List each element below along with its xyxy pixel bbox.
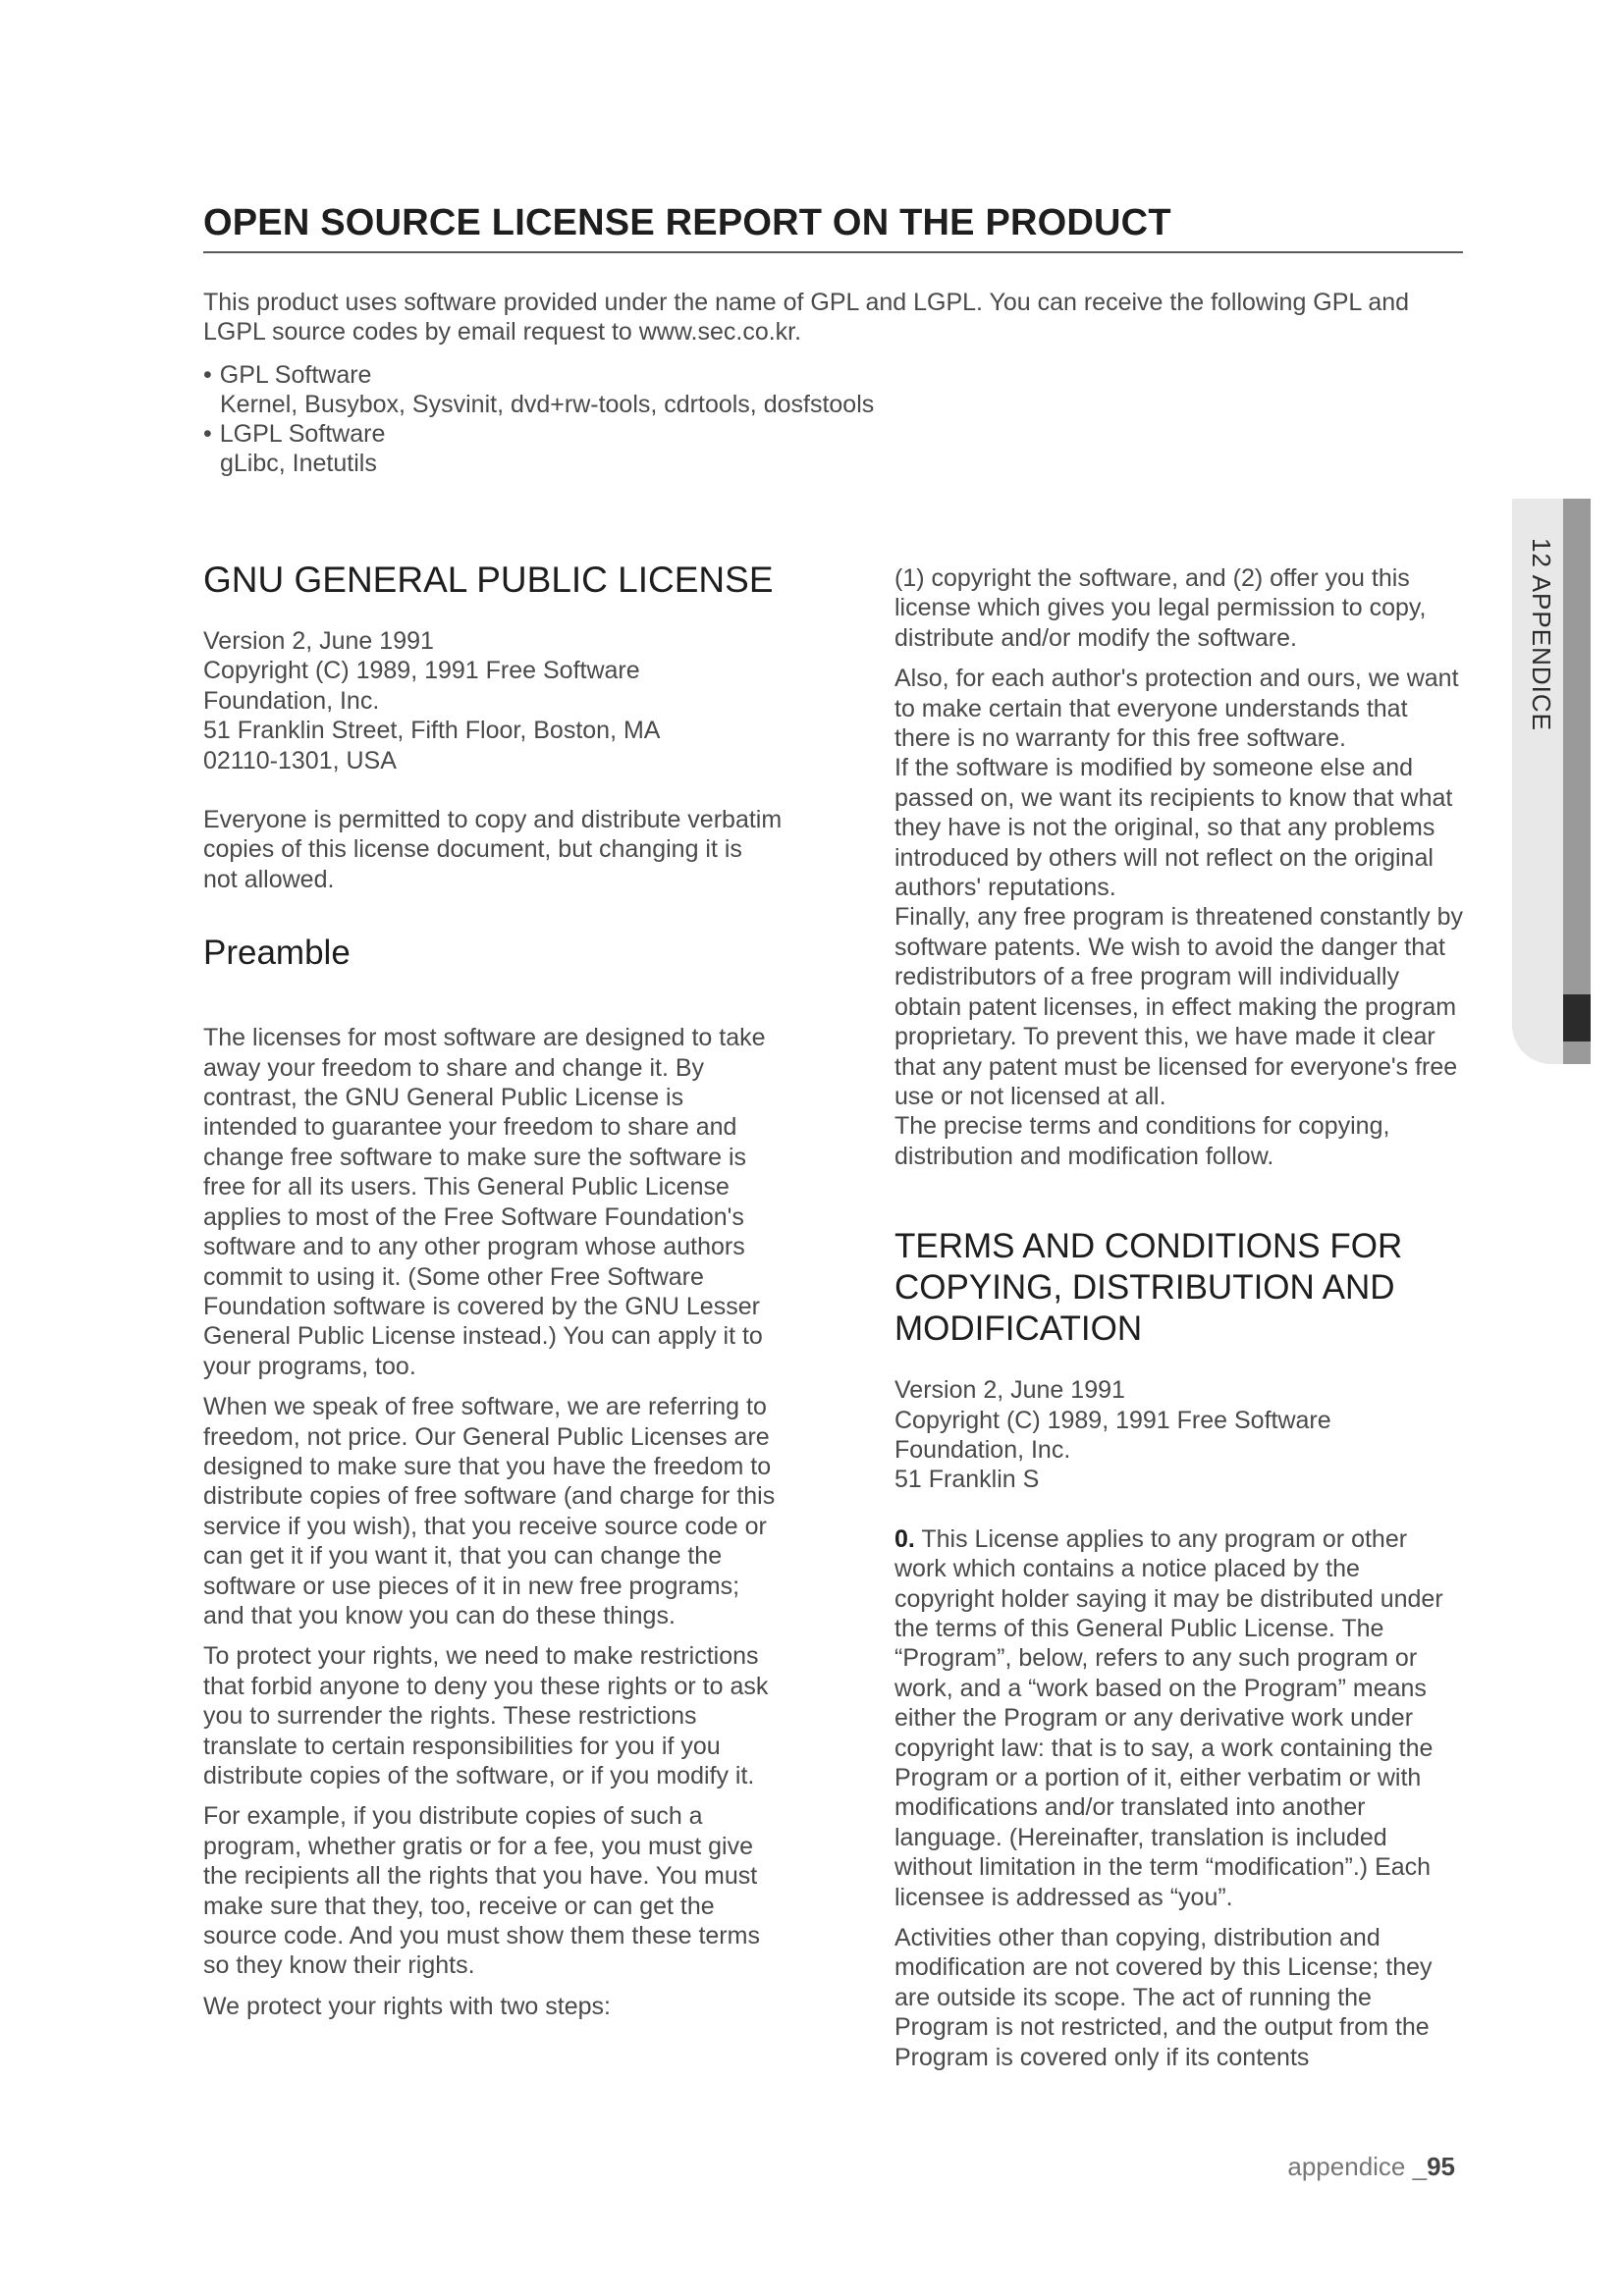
side-tab-label: 12 APPENDICE: [1527, 538, 1556, 731]
body-paragraph-group: [894, 664, 1464, 1171]
title-divider: [203, 251, 1463, 253]
intro-text: This product uses software provided under the name of GPL and LGPL. You can receive the following GPL and LGPL source codes by email request to www.sec.co.kr.: [203, 289, 1410, 346]
version-line: Version 2, June 1991: [894, 1376, 1125, 1405]
version-block: [894, 1375, 1464, 1495]
body-paragraph: The precise terms and conditions for copying, distribution and modification follow.: [894, 1112, 1390, 1170]
preamble-paragraph: The licenses for most software are designed to take away your freedom to share and change it. By contrast, the GNU General Public License is intended to guarantee your freedom to share and change free software to make sure the software is free for all its users. This General Public License applies to most of the Free Software Foundation's software and to any other program whose authors commit to using it. (Some other Free Software Foundation software is covered by the GNU Lesser General Public License instead.) You can apply it to your programs, too.: [203, 1024, 766, 1380]
preamble-heading: Preamble: [203, 934, 351, 973]
permission-text: Everyone is permitted to copy and distribute verbatim copies of this license document, but changing it is not allowed.: [203, 806, 783, 893]
gpl-bullet: [203, 360, 1450, 419]
preamble-paragraph: When we speak of free software, we are referring to freedom, not price. Our General Public Licenses are designed to make sure that you have the freedom to distribute copies of free software (and charge for this service if you wish), that you receive source code or can get it if you want it, that you can change the software or use pieces of it in new free programs; and that you know you can do these things.: [203, 1393, 776, 1629]
version-line: Version 2, June 1991: [203, 627, 434, 655]
tab-bar: [1563, 499, 1591, 1064]
footer-section: appendice _: [1287, 2152, 1428, 2181]
version-line: 51 Franklin S: [894, 1466, 1040, 1494]
version-line: Foundation, Inc.: [203, 686, 380, 715]
page-number: 95: [1427, 2152, 1455, 2181]
intro-section: [203, 288, 1450, 478]
version-line: Copyright (C) 1989, 1991 Free Software: [894, 1406, 1331, 1434]
right-column: [894, 560, 1464, 2083]
terms-heading: TERMS AND CONDITIONS FOR COPYING, DISTRIBUTION AND MODIFICATION: [894, 1227, 1403, 1349]
version-line: 02110-1301, USA: [203, 746, 397, 774]
preamble-paragraph: We protect your rights with two steps:: [203, 1992, 611, 2020]
lgpl-title: • LGPL Software: [203, 419, 1450, 449]
preamble-paragraph: To protect your rights, we need to make restrictions that forbid anyone to deny you these rights or to ask you to surrender the rights. These restrictions translate to certain responsibilities for you if you distribute copies of the software, or if you modify it.: [203, 1642, 769, 1789]
version-line: Foundation, Inc.: [894, 1435, 1071, 1464]
tab-marker: [1563, 994, 1591, 1041]
gpl-heading: GNU GENERAL PUBLIC LICENSE: [203, 560, 774, 600]
left-column: [203, 560, 783, 2032]
body-paragraph: If the software is modified by someone else and passed on, we want its recipients to know that what they have is not the original, so that any problems introduced by others will not reflect on the original authors' reputations.: [894, 754, 1453, 902]
page-title: OPEN SOURCE LICENSE REPORT ON THE PRODUCT: [203, 202, 1171, 243]
version-line: 51 Franklin Street, Fifth Floor, Boston, MA: [203, 717, 661, 745]
section-number: 0.: [894, 1524, 915, 1553]
page-footer: [1287, 2152, 1455, 2182]
version-block: [203, 626, 783, 775]
section-text: This License applies to any program or other work which contains a notice placed by the copyright holder saying it may be distributed under the terms of this General Public License. The “Program”, below, refers to any such program or work, and a “work based on the Program” means either the Program or any derivative work under copyright law: that is to say, a work containing the Program or a portion of it, either verbatim or with modifications and/or translated into another language. (Hereinafter, translation is included without limitation in the term “modification”.) Each licensee is addressed as “you”.: [894, 1524, 1443, 1911]
body-paragraph: (1) copyright the software, and (2) offer you this license which gives you legal permission to copy, distribute and/or modify the software.: [894, 564, 1427, 652]
body-paragraph: Finally, any free program is threatened constantly by software patents. We wish to avoid the danger that redistributors of a free program will individually obtain patent licenses, in effect making the program proprietary. To prevent this, we have made it clear that any patent must be licensed for everyone's free use or not licensed at all.: [894, 903, 1463, 1110]
body-paragraph: Also, for each author's protection and ours, we want to make certain that everyone understands that there is no warranty for this free software.: [894, 665, 1459, 753]
gpl-list: Kernel, Busybox, Sysvinit, dvd+rw-tools, cdrtools, dosfstools: [220, 391, 875, 418]
section-0-paragraph: [894, 1524, 1464, 1912]
preamble-paragraph: For example, if you distribute copies of such a program, whether gratis or for a fee, you must give the recipients all the rights that you have. You must make sure that they, too, receive or can get the source code. And you must show them these terms so they know their rights.: [203, 1802, 760, 1980]
section-side-tab: [1512, 499, 1591, 1064]
lgpl-list: gLibc, Inetutils: [220, 450, 377, 477]
gpl-title: • GPL Software: [203, 360, 1450, 390]
body-paragraph: Activities other than copying, distribution and modification are not covered by this License; they are outside its scope. The act of running the Program is not restricted, and the output from the Program is covered only if its contents: [894, 1924, 1433, 2071]
lgpl-bullet: [203, 419, 1450, 478]
version-line: Copyright (C) 1989, 1991 Free Software: [203, 657, 640, 685]
